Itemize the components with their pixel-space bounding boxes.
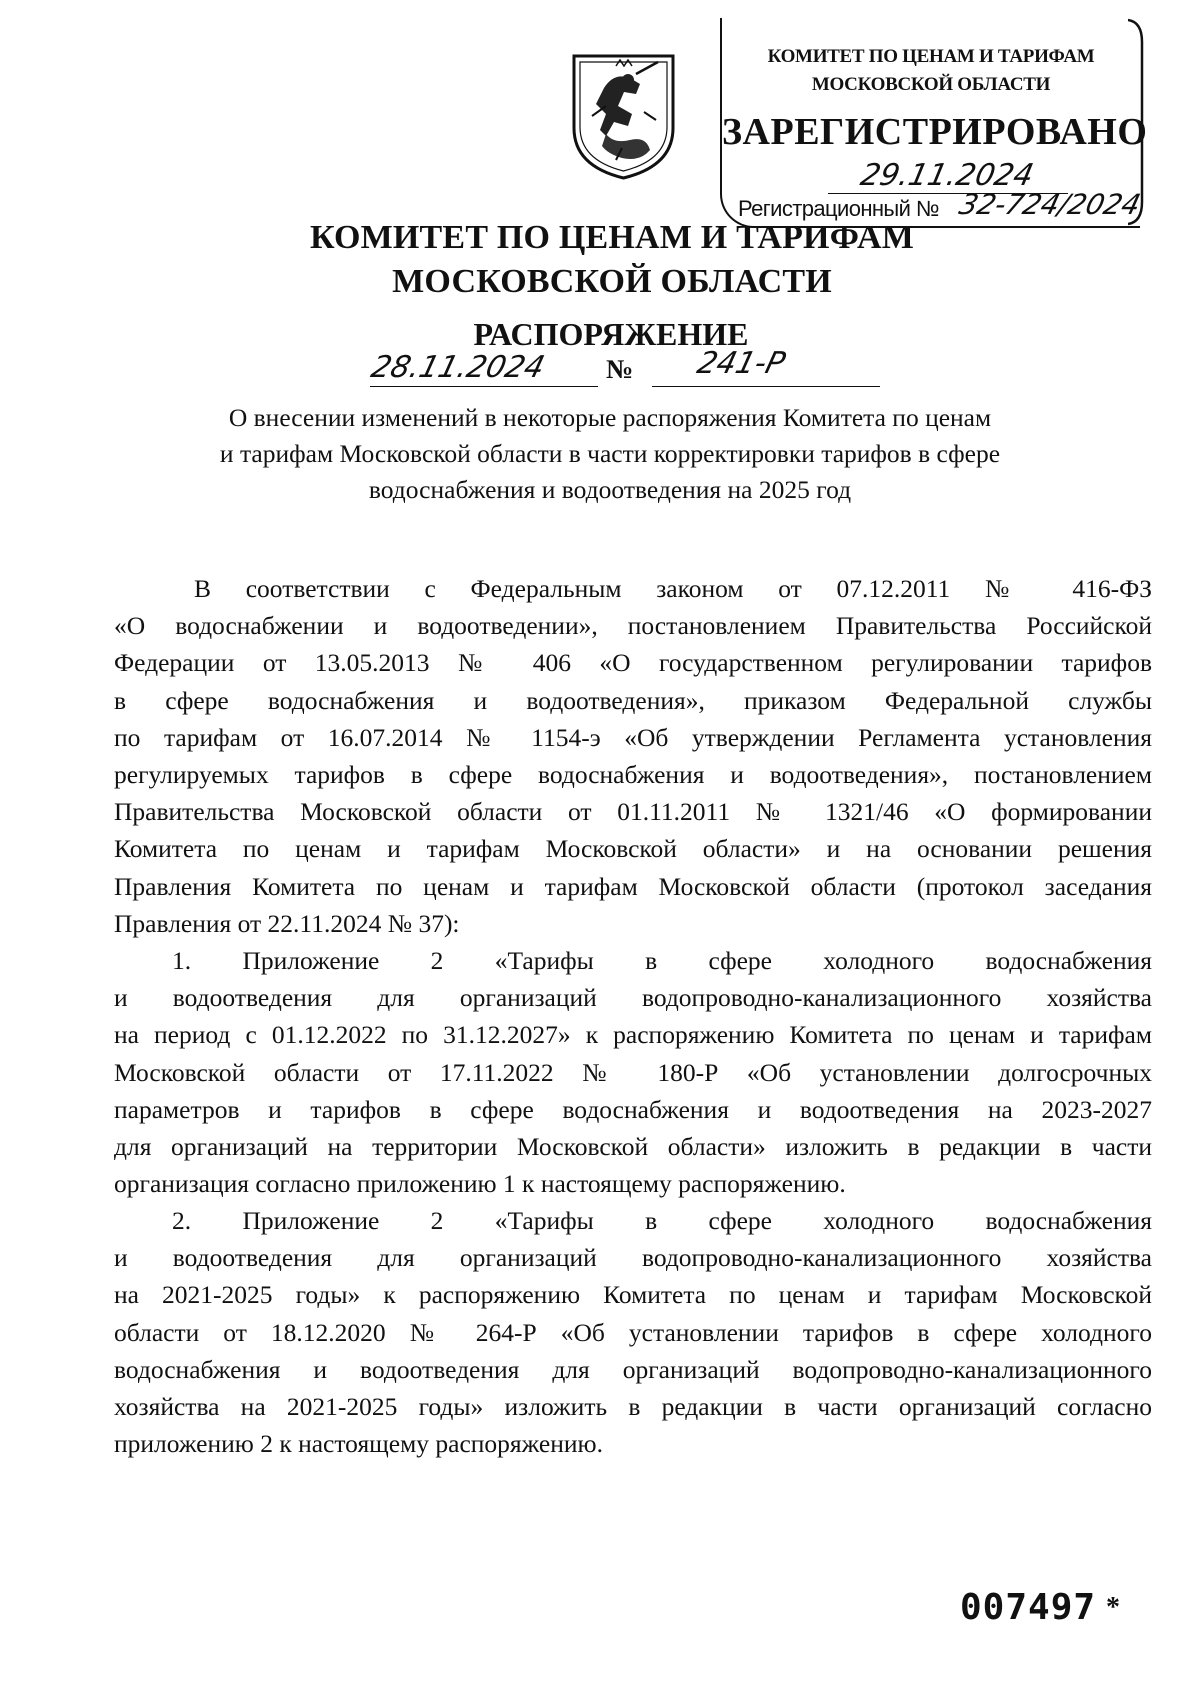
- text-line: Московской области от 17.11.2022 № 180-Р «Об установлении долгосрочных: [114, 1057, 1152, 1087]
- document-subject: [140, 400, 1080, 508]
- order-number-handwritten: 241-Р: [693, 346, 789, 381]
- text-line: Правления Комитета по ценам и тарифам Московской области (протокол заседания: [114, 871, 1152, 901]
- text-line: В соответствии с Федеральным законом от 07.12.2011 № 416-ФЗ: [194, 574, 1152, 603]
- preamble-paragraph: [114, 570, 1152, 942]
- text-line: хозяйства на 2021-2025 годы» изложить в редакции в части организаций согласно: [114, 1392, 1152, 1422]
- stamp-org-line2: МОСКОВСКОЙ ОБЛАСТИ: [811, 74, 1051, 95]
- text-line: водоснабжения и водоотведения для организаций водопроводно-канализационного: [114, 1354, 1152, 1384]
- subject-line: водоснабжения и водоотведения на 2025 год: [368, 475, 852, 504]
- text-line: регулируемых тарифов в сфере водоснабжения и водоотведения», постановлением: [114, 760, 1152, 790]
- subject-line: О внесении изменений в некоторые распоряжения Комитета по ценам: [228, 403, 992, 432]
- number-sign: №: [606, 354, 634, 384]
- text-line: Правления от 22.11.2024 № 37):: [114, 908, 460, 938]
- text-line: организация согласно приложению 1 к настоящему распоряжению.: [114, 1169, 846, 1199]
- date-underline: [370, 386, 598, 387]
- registration-stamp: [720, 18, 1148, 228]
- text-line: Федерации от 13.05.2013 № 406 «О государственном регулировании тарифов: [114, 648, 1152, 678]
- stamp-org-line1: КОМИТЕТ ПО ЦЕНАМ И ТАРИФАМ: [767, 46, 1095, 67]
- text-line: и водоотведения для организаций водопроводно-канализационного хозяйства: [114, 983, 1152, 1013]
- committee-title-line1: КОМИТЕТ ПО ЦЕНАМ И ТАРИФАМ: [309, 219, 915, 256]
- text-line: 2. Приложение 2 «Тарифы в сфере холодного водоснабжения: [172, 1206, 1152, 1235]
- text-line: и водоотведения для организаций водопроводно-канализационного хозяйства: [114, 1243, 1152, 1273]
- text-line: области от 18.12.2020 № 264-Р «Об установлении тарифов в сфере холодного: [114, 1317, 1152, 1347]
- stamp-right-bracket: [1128, 18, 1144, 226]
- text-line: на 2021-2025 годы» к распоряжению Комитета по ценам и тарифам Московской: [114, 1280, 1152, 1310]
- text-line: Комитета по ценам и тарифам Московской области» и на основании решения: [114, 834, 1152, 864]
- committee-title-line2: МОСКОВСКОЙ ОБЛАСТИ: [392, 263, 832, 300]
- document-type-title: РАСПОРЯЖЕНИЕ: [473, 316, 749, 352]
- text-line: «О водоснабжении и водоотведении», постановлением Правительства Российской: [114, 611, 1152, 641]
- stamp-date-handwritten: 29.11.2024: [857, 158, 1037, 193]
- order-date-handwritten: 28.11.2024: [367, 350, 549, 385]
- date-number-line: [367, 346, 880, 390]
- text-line: параметров и тарифов в сфере водоснабжения и водоотведения на 2023-2027: [114, 1094, 1152, 1124]
- text-line: приложению 2 к настоящему распоряжению.: [114, 1429, 603, 1459]
- item-1-paragraph: [114, 942, 1152, 1202]
- stamp-status: ЗАРЕГИСТРИРОВАНО: [722, 111, 1148, 153]
- text-line: по тарифам от 16.07.2014 № 1154-э «Об утверждении Регламента установления: [114, 722, 1152, 752]
- serial-star: *: [1106, 1592, 1120, 1623]
- text-line: 1. Приложение 2 «Тарифы в сфере холодного водоснабжения: [172, 946, 1152, 975]
- number-underline: [652, 386, 880, 387]
- text-line: в сфере водоснабжения и водоотведения», приказом Федеральной службы: [114, 685, 1152, 715]
- stamp-reg-label: Регистрационный №: [738, 196, 939, 221]
- text-line: на период с 01.12.2022 по 31.12.2027» к распоряжению Комитета по ценам и тарифам: [114, 1020, 1152, 1050]
- stamp-reg-number-handwritten: 32-724/2024: [955, 188, 1144, 221]
- serial-number: 007497: [960, 1587, 1097, 1628]
- subject-line: и тарифам Московской области в части корректировки тарифов в сфере: [219, 439, 1001, 468]
- item-2-paragraph: [114, 1202, 1152, 1462]
- text-line: для организаций на территории Московской области» изложить в редакции в части: [114, 1132, 1152, 1162]
- moscow-region-coat-of-arms-icon: [566, 50, 681, 182]
- text-line: Правительства Московской области от 01.11.2011 № 1321/46 «О формировании: [114, 797, 1152, 827]
